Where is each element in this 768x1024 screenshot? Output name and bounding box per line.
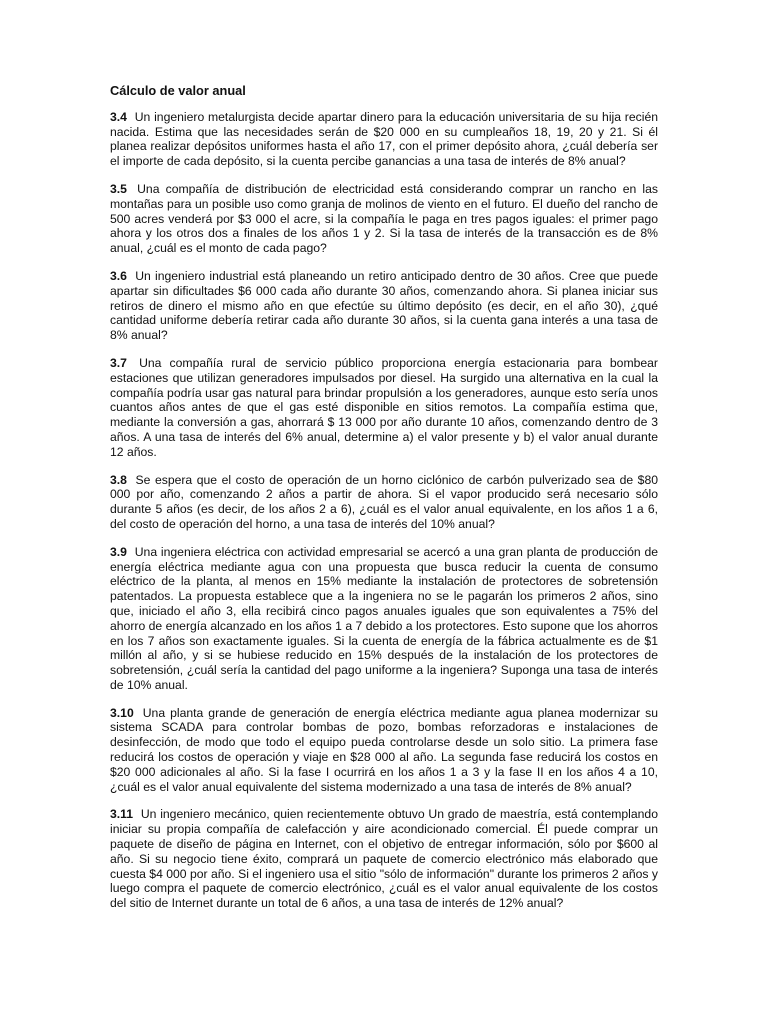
- problem-text: Una compañía de distribución de electricidad está considerando comprar un rancho en las montañas para un posible uso como granja de molinos de viento en el futuro. El dueño del rancho de 500 acres venderá por $3 000 el acre, si la compañía le paga en tres pagos iguales: el primer pago ahora y los otros dos a finales de los años 1 y 2. Si la tasa de interés de la transacción es de 8% anual, ¿cuál es el monto de cada pago?: [110, 181, 658, 256]
- problem-3-10: [110, 706, 658, 795]
- problem-number: 3.9: [110, 544, 127, 559]
- problem-text: Se espera que el costo de operación de un horno ciclónico de carbón pulverizado sea de $80 000 por año, comenzando 2 años a partir de ahora. Si el vapor producido será necesario sólo durante 5 años (es decir, de los años 2 a 6), ¿cuál es el valor anual equivalente, en los años 1 a 6, del costo de operación del horno, a una tasa de interés del 10% anual?: [110, 472, 658, 531]
- problem-3-4: [110, 110, 658, 169]
- problem-number: 3.7: [110, 355, 127, 370]
- problem-text: Una compañía rural de servicio público proporciona energía estacionaria para bombear estaciones que utilizan generadores impulsados por diesel. Ha surgido una alternativa en la cual la compañía podría usar gas natural para brindar propulsión a los generadores, aunque esto sería unos cuantos años antes de que el gas esté disponible en sitios remotos. La compañía estima que, mediante la conversión a gas, ahorrará $ 13 000 por año durante 10 años, comenzando dentro de 3 años. A una tasa de interés del 6% anual, determine a) el valor presente y b) el valor anual durante 12 años.: [110, 355, 658, 459]
- problem-number: 3.8: [110, 472, 127, 487]
- problem-3-8: [110, 473, 658, 532]
- problem-3-5: [110, 182, 658, 256]
- problem-text: Un ingeniero industrial está planeando un retiro anticipado dentro de 30 años. Cree que puede apartar sin dificultades $6 000 cada año durante 30 años, comenzando ahora. Si planea iniciar sus retiros de dinero el mismo año en que efectúe su último depósito (es decir, en el año 30), ¿qué cantidad uniforme debería retirar cada año durante 30 años, si la cuenta gana interés a una tasa de 8% anual?: [110, 268, 658, 343]
- problem-3-9: [110, 545, 658, 693]
- problem-text: Una planta grande de generación de energía eléctrica mediante agua planea modernizar su sistema SCADA para controlar bombas de pozo, bombas reforzadoras e instalaciones de desinfección, de modo que todo el equipo pueda controlarse desde un solo sitio. La primera fase reducirá los costos de operación y viaje en $28 000 al año. La segunda fase reducirá los costos en $20 000 adicionales al año. Si la fase I ocurrirá en los años 1 a 3 y la fase II en los años 4 a 10, ¿cuál es el valor anual equivalente del sistema modernizado a una tasa de interés de 8% anual?: [110, 705, 658, 794]
- problem-3-6: [110, 269, 658, 343]
- problem-number: 3.4: [110, 109, 127, 124]
- problem-3-7: [110, 356, 658, 460]
- problem-number: 3.5: [110, 181, 127, 196]
- problem-3-11: [110, 807, 658, 911]
- problem-number: 3.6: [110, 268, 127, 283]
- document-page: [110, 84, 658, 924]
- problem-text: Un ingeniero metalurgista decide apartar dinero para la educación universitaria de su hija recién nacida. Estima que las necesidades serán de $20 000 en su cumpleaños 18, 19, 20 y 21. Si él planea realizar depósitos uniformes hasta el año 17, con el primer depósito ahora, ¿cuál debería ser el importe de cada depósito, si la cuenta percibe ganancias a una tasa de interés de 8% anual?: [110, 109, 658, 169]
- problem-number: 3.11: [110, 807, 134, 822]
- problem-text: Un ingeniero mecánico, quien recientemente obtuvo Un grado de maestría, está contemplando iniciar su propia compañía de calefacción y aire acondicionado comercial. Él puede comprar un paquete de diseño de página en Internet, con el objetivo de entregar información, sólo por $600 al año. Si su negocio tiene éxito, comprará un paquete de comercio electrónico más elaborado que cuesta $4 000 por año. Si el ingeniero usa el sitio "sólo de información" durante los primeros 2 años y luego compra el paquete de comercio electrónico, ¿cuál es el valor anual equivalente de los costos del sitio de Internet durante un total de 6 años, a una tasa de interés de 12% anual?: [110, 807, 658, 911]
- problem-text: Una ingeniera eléctrica con actividad empresarial se acercó a una gran planta de producción de energía eléctrica mediante agua con una propuesta que busca reducir la cuenta de consumo eléctrico de la planta, al menos en 15% mediante la instalación de protectores de sobretensión patentados. La propuesta establece que a la ingeniera no se le pagarán los primeros 2 años, sino que, iniciado el año 3, ella recibirá cinco pagos anuales iguales que son equivalentes a 75% del ahorro de energía alcanzado en los años 1 a 7 debido a los protectores. Esto supone que los ahorros en los 7 años son exactamente iguales. Si la cuenta de energía de la fábrica actualmente es de $1 millón al año, y si se hubiese reducido en 15% después de la instalación de los protectores de sobretensión, ¿cuál sería la cantidad del pago uniforme a la ingeniera? Suponga una tasa de interés de 10% anual.: [110, 544, 658, 692]
- problem-number: 3.10: [110, 705, 134, 720]
- document-title: Cálculo de valor anual: [110, 83, 246, 98]
